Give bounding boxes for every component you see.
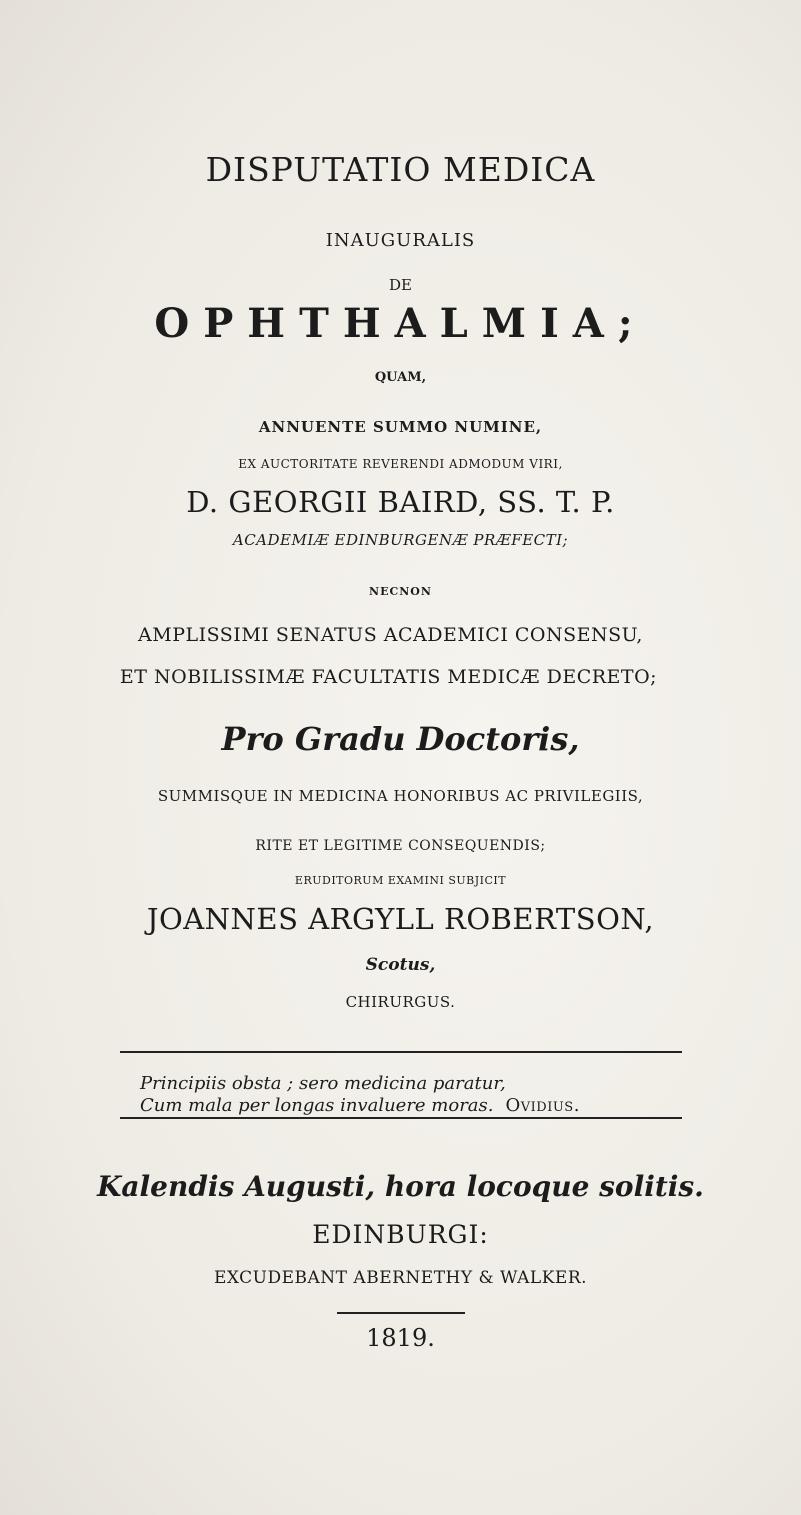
imprint-date: Kalendis Augusti, hora locoque solitis.: [97, 1170, 704, 1203]
text-baird: D. GEORGII BAIRD, SS. T. P.: [186, 485, 615, 519]
epigraph-author: Ovidius.: [505, 1095, 580, 1116]
imprint-printer: EXCUDEBANT ABERNETHY & WALKER.: [213, 1268, 588, 1288]
epigraph-line-1: Principiis obsta ; sero medicina paratur,: [140, 1073, 506, 1094]
imprint-rule: [337, 1312, 465, 1314]
author-nationality: Scotus,: [365, 955, 436, 975]
subject-title: OPHTHALMIA;: [154, 300, 647, 347]
epigraph-rule-bottom: [120, 1117, 682, 1119]
epigraph-line-2: [140, 1095, 580, 1116]
text-auctoritate: EX AUCTORITATE REVERENDI ADMODUM VIRI,: [238, 457, 563, 471]
text-necnon: NECNON: [369, 585, 432, 598]
text-facultatis: ET NOBILISSIMÆ FACULTATIS MEDICÆ DECRETO;: [119, 666, 658, 688]
author-profession: CHIRURGUS.: [345, 993, 456, 1011]
main-title: DISPUTATIO MEDICA: [205, 150, 596, 189]
text-pro-gradu: Pro Gradu Doctoris,: [221, 720, 580, 758]
subtitle-inauguralis: INAUGURALIS: [325, 230, 476, 251]
text-rite: RITE ET LEGITIME CONSEQUENDIS;: [255, 838, 546, 854]
text-quam: QUAM,: [374, 370, 427, 385]
imprint-city: EDINBURGI:: [312, 1220, 489, 1249]
text-senatus: AMPLISSIMI SENATUS ACADEMICI CONSENSU,: [138, 624, 643, 646]
author-name: JOANNES ARGYLL ROBERTSON,: [146, 902, 655, 936]
text-eruditorum: ERUDITORUM EXAMINI SUBJICIT: [294, 874, 507, 887]
imprint-year: 1819.: [366, 1324, 435, 1352]
epigraph-rule-top: [120, 1051, 682, 1053]
subtitle-de: DE: [389, 276, 412, 294]
epigraph-line-2-text: Cum mala per longas invaluere moras.: [140, 1095, 494, 1116]
text-honoribus: SUMMISQUE IN MEDICINA HONORIBUS AC PRIVILEGIIS,: [157, 787, 644, 805]
text-academiae: ACADEMIÆ EDINBURGENÆ PRÆFECTI;: [232, 531, 569, 549]
text-annuente: ANNUENTE SUMMO NUMINE,: [258, 418, 543, 436]
